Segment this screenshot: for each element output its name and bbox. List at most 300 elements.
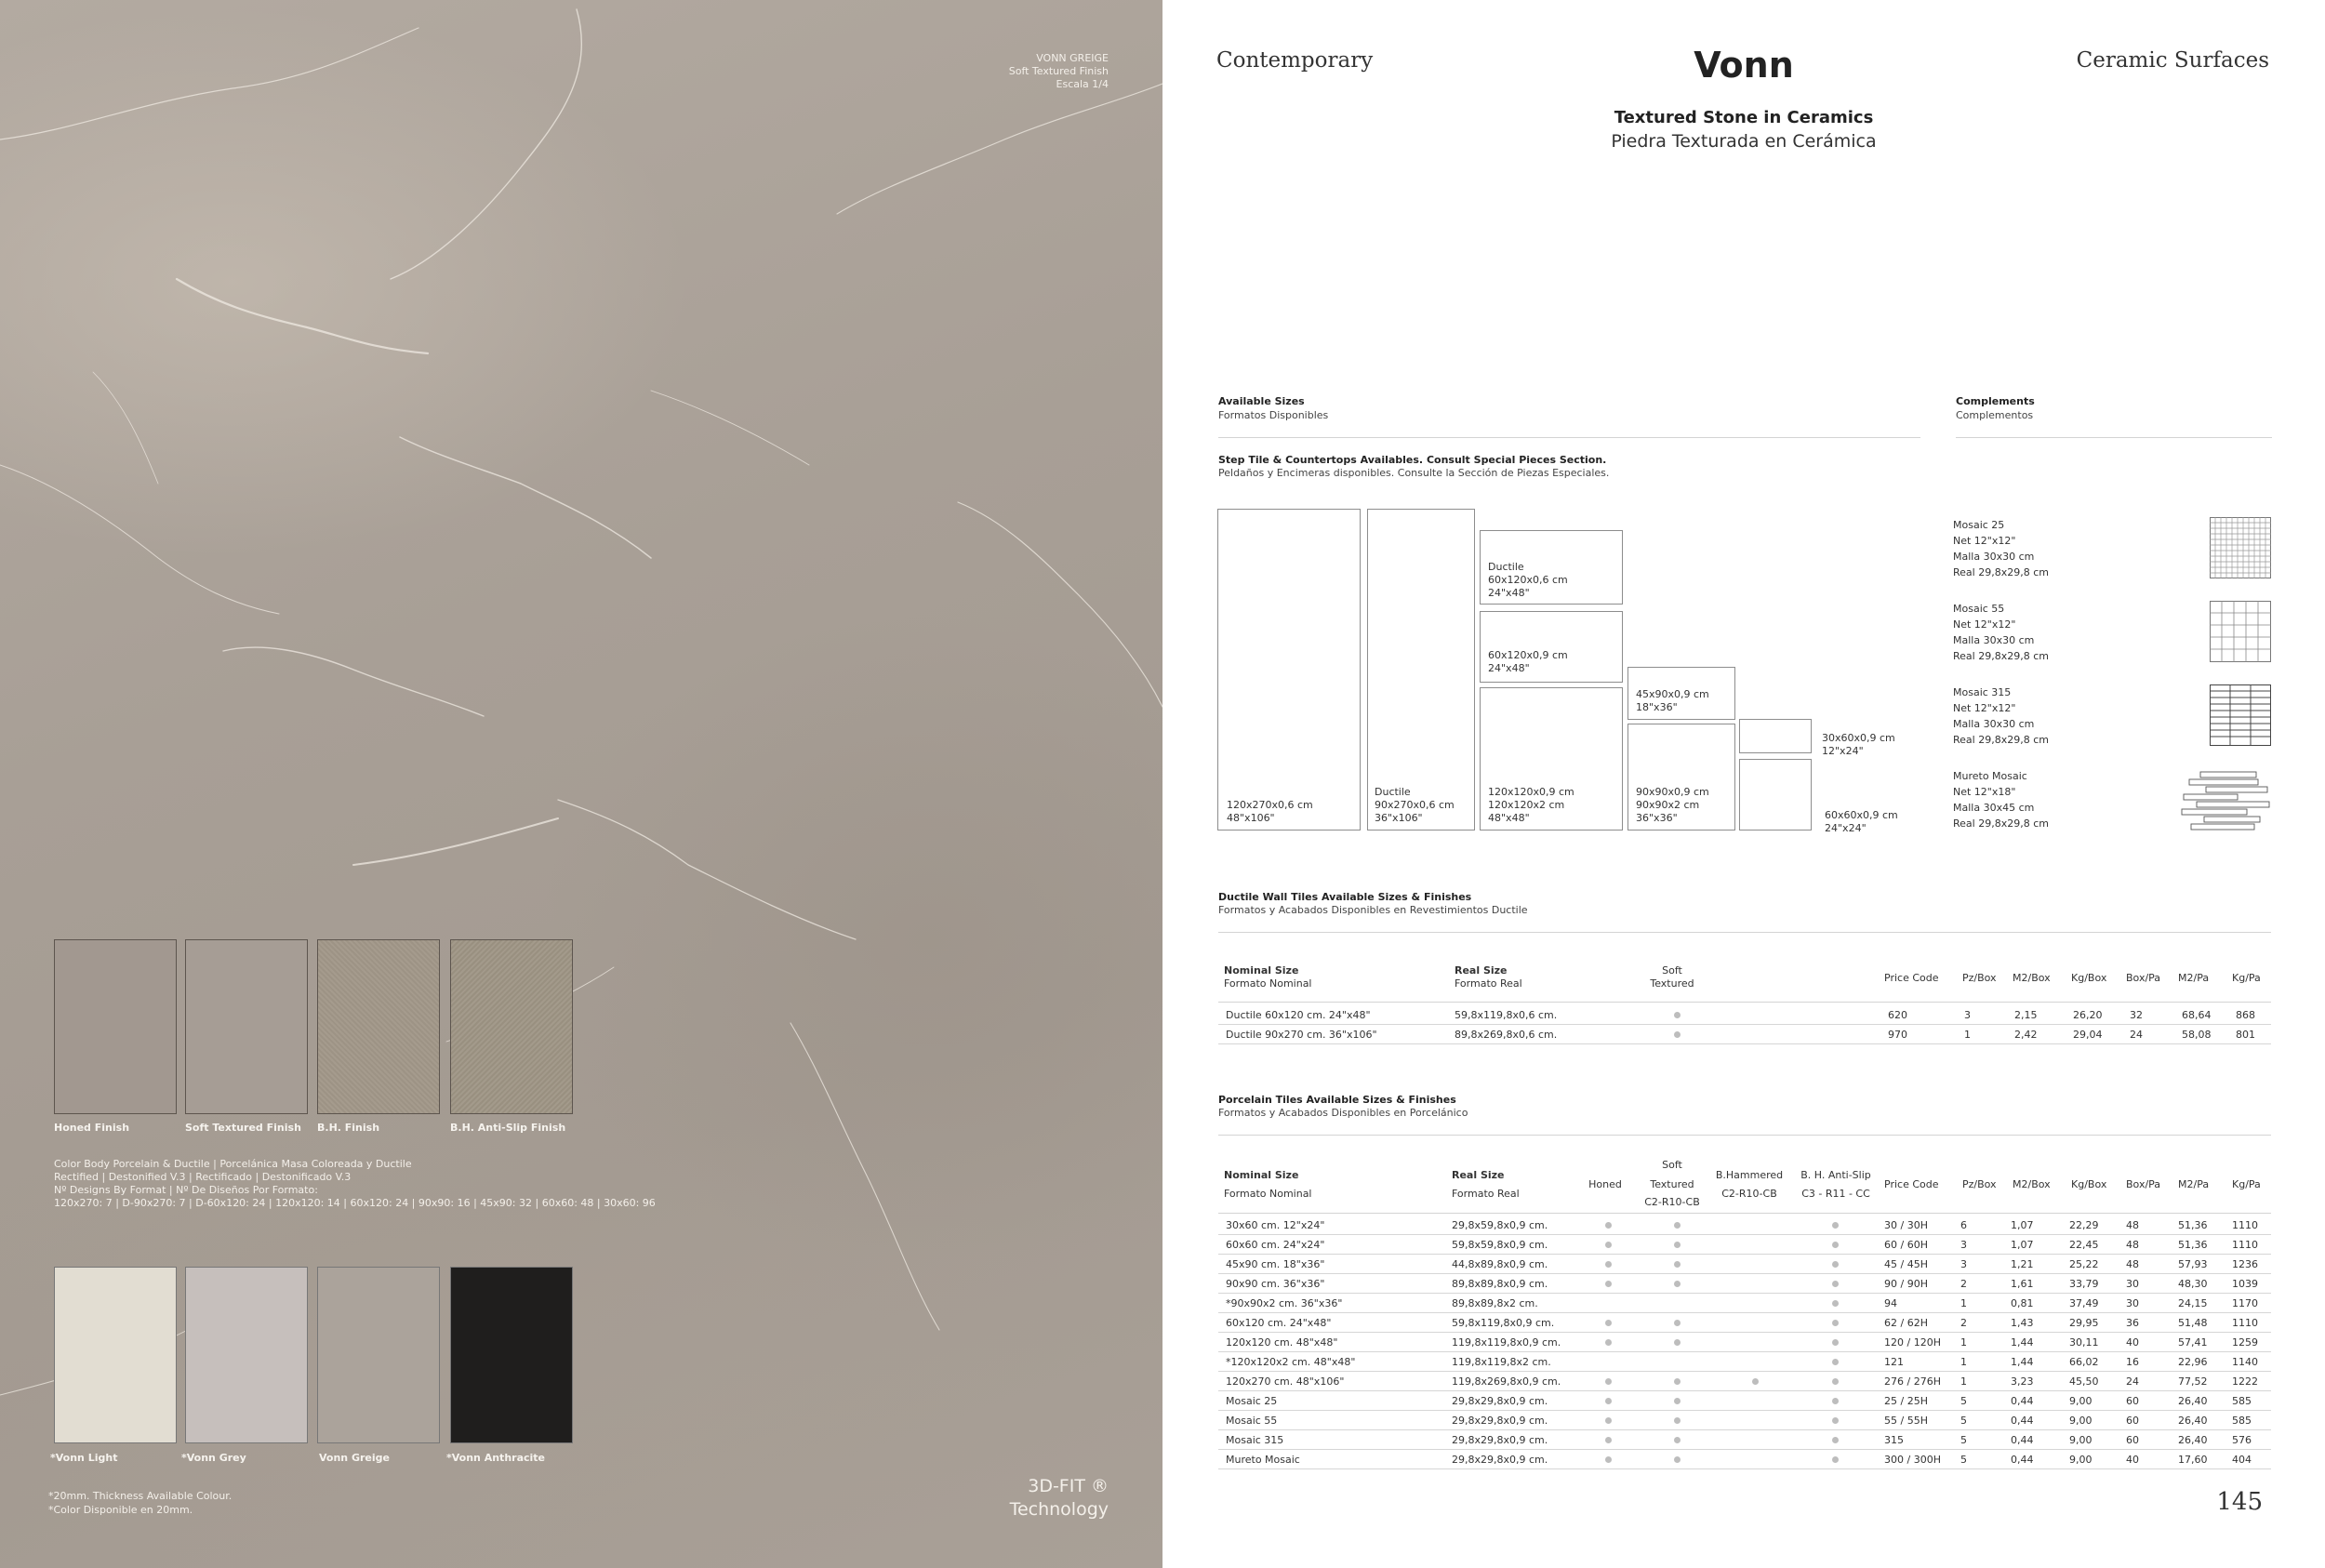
format-specs <box>54 1158 656 1210</box>
cell-pz: 5 <box>1960 1434 1967 1446</box>
complement-real: Real 29,8x29,8 cm <box>1953 734 2049 746</box>
cell-price: 25 / 25H <box>1884 1395 1928 1407</box>
footnote-line: *20mm. Thickness Available Colour. <box>48 1490 232 1502</box>
cell-kg: 9,00 <box>2069 1434 2092 1446</box>
cell-real: 119,8x119,8x0,9 cm. <box>1452 1336 1561 1349</box>
cell-real: 29,8x29,8x0,9 cm. <box>1452 1454 1548 1466</box>
finish-swatch-bh <box>317 939 440 1114</box>
cell-real: 89,8x89,8x0,9 cm. <box>1452 1278 1548 1290</box>
cell-m2: 3,23 <box>2011 1375 2034 1388</box>
finish-label: Honed Finish <box>54 1122 130 1134</box>
stone-texture-panel <box>0 0 1162 1568</box>
cell-pz: 1 <box>1960 1297 1967 1309</box>
cell-pz: 2 <box>1960 1317 1967 1329</box>
finish-available-dot <box>1752 1378 1759 1385</box>
cell-kgpa: 1110 <box>2232 1317 2258 1329</box>
cell-m2: 0,44 <box>2011 1395 2034 1407</box>
size-tile-label: 60x120x0,9 cm 24"x48" <box>1488 649 1568 674</box>
cell-m2pa: 26,40 <box>2178 1395 2208 1407</box>
cell-boxpa: 40 <box>2126 1454 2139 1466</box>
complement-net: Net 12"x18" <box>1953 786 2016 798</box>
cell-pz: 2 <box>1960 1278 1967 1290</box>
complement-malla: Malla 30x30 cm <box>1953 551 2035 563</box>
cell-kgpa: 1140 <box>2232 1356 2258 1368</box>
cell-price: 45 / 45H <box>1884 1258 1928 1270</box>
cell-kg: 9,00 <box>2069 1395 2092 1407</box>
col-soft: Soft <box>1662 1159 1682 1171</box>
cell-m2pa: 51,36 <box>2178 1219 2208 1231</box>
table-row <box>1218 1294 2271 1313</box>
subtitle-en: Textured Stone in Ceramics <box>1614 108 1874 127</box>
cell-kgpa: 1222 <box>2232 1375 2258 1388</box>
complement-mureto-mosaic <box>1953 768 2049 831</box>
cell-m2pa: 57,93 <box>2178 1258 2208 1270</box>
cell-pz: 3 <box>1960 1239 1967 1251</box>
cell-boxpa: 30 <box>2126 1297 2139 1309</box>
table-row <box>1218 1411 2271 1430</box>
finish-available-dot <box>1605 1398 1612 1404</box>
complement-malla: Malla 30x30 cm <box>1953 634 2035 646</box>
cell-m2pa: 77,52 <box>2178 1375 2208 1388</box>
cell-boxpa: 60 <box>2126 1395 2139 1407</box>
finish-available-dot <box>1832 1417 1839 1424</box>
cell-boxpa: 30 <box>2126 1278 2139 1290</box>
finish-swatch-soft-textured <box>185 939 308 1114</box>
finish-available-dot <box>1832 1339 1839 1346</box>
cell-price: 970 <box>1888 1029 1907 1041</box>
finish-available-dot <box>1674 1261 1681 1268</box>
cell-kg: 29,04 <box>2073 1029 2103 1041</box>
cell-nominal: 60x60 cm. 24"x24" <box>1226 1239 1325 1251</box>
cell-kgpa: 1110 <box>2232 1239 2258 1251</box>
col-soft: Soft <box>1662 964 1682 977</box>
table-row <box>1218 1255 2271 1274</box>
size-tile-label: 90x90x0,9 cm 90x90x2 cm 36"x36" <box>1636 786 1709 824</box>
cell-m2pa: 51,48 <box>2178 1317 2208 1329</box>
color-swatch-vonn-light <box>54 1267 177 1443</box>
thickness-footnote <box>48 1489 232 1517</box>
cell-m2pa: 26,40 <box>2178 1434 2208 1446</box>
cell-price: 55 / 55H <box>1884 1415 1928 1427</box>
cell-real: 59,8x59,8x0,9 cm. <box>1452 1239 1548 1251</box>
cell-nominal: 60x120 cm. 24"x48" <box>1226 1317 1332 1329</box>
complement-net: Net 12"x12" <box>1953 535 2016 547</box>
cell-kgpa: 1039 <box>2232 1278 2258 1290</box>
cell-kg: 22,45 <box>2069 1239 2099 1251</box>
cell-boxpa: 24 <box>2126 1375 2139 1388</box>
cell-m2pa: 51,36 <box>2178 1239 2208 1251</box>
mosaic-55-icon <box>2210 601 2271 662</box>
finish-swatch-bh-anti-slip <box>450 939 573 1114</box>
cell-kgpa: 585 <box>2232 1395 2252 1407</box>
col-honed: Honed <box>1588 1178 1622 1190</box>
finish-available-dot <box>1832 1378 1839 1385</box>
cell-price: 276 / 276H <box>1884 1375 1941 1388</box>
spec-line: Color Body Porcelain & Ductile | Porcelánica Masa Coloreada y Ductile <box>54 1158 412 1170</box>
finish-available-dot <box>1832 1398 1839 1404</box>
col-textured: Textured <box>1650 977 1694 990</box>
finish-available-dot <box>1674 1339 1681 1346</box>
finish-swatch-honed <box>54 939 177 1114</box>
cell-pz: 5 <box>1960 1415 1967 1427</box>
col-kg-box: Kg/Box <box>2071 972 2107 984</box>
color-swatch-vonn-grey <box>185 1267 308 1443</box>
finish-available-dot <box>1605 1222 1612 1229</box>
cell-kg: 25,22 <box>2069 1258 2099 1270</box>
cell-m2pa: 57,41 <box>2178 1336 2208 1349</box>
cell-m2pa: 24,15 <box>2178 1297 2208 1309</box>
cell-pz: 1 <box>1960 1375 1967 1388</box>
table-row <box>1218 1274 2271 1294</box>
size-tile-label: 120x120x0,9 cm 120x120x2 cm 48"x48" <box>1488 786 1574 824</box>
table-row <box>1218 1235 2271 1255</box>
subtitle-es: Piedra Texturada en Cerámica <box>1611 131 1877 152</box>
cell-boxpa: 16 <box>2126 1356 2139 1368</box>
mosaic-315-icon <box>2210 684 2271 746</box>
divider <box>1218 932 2271 933</box>
color-label: *Vonn Light <box>50 1452 118 1464</box>
complement-mosaic-55 <box>1953 601 2049 664</box>
color-swatch-vonn-greige <box>317 1267 440 1443</box>
cell-nominal: Mureto Mosaic <box>1226 1454 1300 1466</box>
size-tile-120x270 <box>1217 509 1361 831</box>
table-row <box>1218 1333 2271 1352</box>
finish-available-dot <box>1674 1456 1681 1463</box>
cell-kgpa: 576 <box>2232 1434 2252 1446</box>
finish-available-dot <box>1605 1417 1612 1424</box>
cell-kg: 30,11 <box>2069 1336 2099 1349</box>
finish-available-dot <box>1674 1031 1681 1038</box>
step-tile-note-es: Peldaños y Encimeras disponibles. Consulte la Sección de Piezas Especiales. <box>1218 467 1610 479</box>
size-tile-label: 120x270x0,6 cm 48"x106" <box>1227 799 1313 824</box>
color-label: Vonn Greige <box>319 1452 390 1464</box>
cell-real: 29,8x29,8x0,9 cm. <box>1452 1434 1548 1446</box>
cell-real: 119,8x119,8x2 cm. <box>1452 1356 1551 1368</box>
finish-label: B.H. Finish <box>317 1122 380 1134</box>
caption-line: Soft Textured Finish <box>1008 65 1109 77</box>
cell-nominal: Ductile 90x270 cm. 36"x106" <box>1226 1029 1377 1041</box>
page-number: 145 <box>2216 1488 2263 1516</box>
cell-pz: 6 <box>1960 1219 1967 1231</box>
mureto-mosaic-icon <box>2180 770 2271 833</box>
cell-price: 315 <box>1884 1434 1904 1446</box>
cell-m2: 1,44 <box>2011 1356 2034 1368</box>
finish-available-dot <box>1605 1320 1612 1326</box>
col-m2-pa: M2/Pa <box>2178 972 2210 984</box>
col-m2-pa: M2/Pa <box>2178 1178 2210 1190</box>
finish-available-dot <box>1605 1378 1612 1385</box>
cell-kg: 37,49 <box>2069 1297 2099 1309</box>
cell-kg: 9,00 <box>2069 1454 2092 1466</box>
col-pz-box: Pz/Box <box>1962 972 1997 984</box>
cell-m2: 1,07 <box>2011 1219 2034 1231</box>
complements-heading: Complements <box>1956 395 2035 407</box>
size-tile-label: Ductile 60x120x0,6 cm 24"x48" <box>1488 561 1568 599</box>
cell-real: 89,8x89,8x2 cm. <box>1452 1297 1538 1309</box>
table-row <box>1218 1216 2271 1235</box>
table-row <box>1218 1352 2271 1372</box>
col-nominal-size: Nominal Size <box>1224 964 1299 977</box>
cell-kg: 45,50 <box>2069 1375 2099 1388</box>
complement-mosaic-315 <box>1953 684 2049 748</box>
cell-kg: 22,29 <box>2069 1219 2099 1231</box>
col-real-size: Real Size <box>1452 1169 1505 1181</box>
size-tile-label: 30x60x0,9 cm 12"x24" <box>1822 732 1895 757</box>
technology-line: 3D-FIT ® <box>1028 1476 1109 1496</box>
cell-boxpa: 60 <box>2126 1434 2139 1446</box>
complement-real: Real 29,8x29,8 cm <box>1953 650 2049 662</box>
size-tile-60x60 <box>1739 759 1812 831</box>
divider <box>1218 1135 2271 1136</box>
table-row <box>1218 1313 2271 1333</box>
cell-kgpa: 1259 <box>2232 1336 2258 1349</box>
complements-heading-es: Complementos <box>1956 409 2034 421</box>
cell-pz: 1 <box>1964 1029 1971 1041</box>
cell-boxpa: 24 <box>2130 1029 2143 1041</box>
table-row <box>1218 1430 2271 1450</box>
sizes-heading: Available Sizes <box>1218 395 1305 407</box>
cell-real: 29,8x59,8x0,9 cm. <box>1452 1219 1548 1231</box>
finish-available-dot <box>1605 1339 1612 1346</box>
ductile-heading-es: Formatos y Acabados Disponibles en Revestimientos Ductile <box>1218 904 1528 916</box>
cell-nominal: Mosaic 55 <box>1226 1415 1278 1427</box>
col-kg-pa: Kg/Pa <box>2232 972 2261 984</box>
col-box-pa: Box/Pa <box>2126 972 2161 984</box>
cell-m2pa: 26,40 <box>2178 1415 2208 1427</box>
cell-pz: 5 <box>1960 1454 1967 1466</box>
finish-available-dot <box>1832 1437 1839 1443</box>
cell-price: 60 / 60H <box>1884 1239 1928 1251</box>
finish-available-dot <box>1832 1320 1839 1326</box>
cell-price: 300 / 300H <box>1884 1454 1941 1466</box>
finish-available-dot <box>1674 1437 1681 1443</box>
finish-available-dot <box>1674 1320 1681 1326</box>
col-bh-anti-slip-rating: C3 - R11 - CC <box>1801 1188 1870 1200</box>
finish-available-dot <box>1674 1012 1681 1018</box>
cell-pz: 5 <box>1960 1395 1967 1407</box>
cell-m2: 0,44 <box>2011 1434 2034 1446</box>
col-real-size-es: Formato Real <box>1452 1188 1520 1200</box>
cell-m2: 0,81 <box>2011 1297 2034 1309</box>
cell-m2pa: 22,96 <box>2178 1356 2208 1368</box>
complement-real: Real 29,8x29,8 cm <box>1953 817 2049 830</box>
size-tile-label: Ductile 90x270x0,6 cm 36"x106" <box>1375 786 1455 824</box>
cell-kgpa: 404 <box>2232 1454 2252 1466</box>
porcelain-heading: Porcelain Tiles Available Sizes & Finishes <box>1218 1094 1456 1106</box>
cell-m2: 1,61 <box>2011 1278 2034 1290</box>
cell-m2: 1,21 <box>2011 1258 2034 1270</box>
col-price-code: Price Code <box>1884 1178 1939 1190</box>
cell-nominal: 120x270 cm. 48"x106" <box>1226 1375 1345 1388</box>
table-row <box>1218 1450 2271 1469</box>
cell-kg: 33,79 <box>2069 1278 2099 1290</box>
cell-nominal: 90x90 cm. 36"x36" <box>1226 1278 1325 1290</box>
cell-m2: 2,42 <box>2014 1029 2038 1041</box>
cell-m2: 1,07 <box>2011 1239 2034 1251</box>
complement-malla: Malla 30x45 cm <box>1953 802 2035 814</box>
cell-m2: 0,44 <box>2011 1454 2034 1466</box>
finish-available-dot <box>1674 1378 1681 1385</box>
col-box-pa: Box/Pa <box>2126 1178 2161 1190</box>
mosaic-25-icon <box>2210 517 2271 578</box>
sizes-heading-es: Formatos Disponibles <box>1218 409 1329 421</box>
finish-available-dot <box>1605 1281 1612 1287</box>
stone-caption <box>1009 52 1109 91</box>
cell-boxpa: 48 <box>2126 1239 2139 1251</box>
col-pz-box: Pz/Box <box>1962 1178 1997 1190</box>
col-soft-rating: C2-R10-CB <box>1644 1196 1700 1208</box>
cell-nominal: 30x60 cm. 12"x24" <box>1226 1219 1325 1231</box>
finish-available-dot <box>1832 1359 1839 1365</box>
cell-kgpa: 801 <box>2236 1029 2255 1041</box>
finish-available-dot <box>1674 1398 1681 1404</box>
cell-pz: 3 <box>1964 1009 1971 1021</box>
step-tile-note: Step Tile & Countertops Availables. Consult Special Pieces Section. <box>1218 454 1607 466</box>
col-bhammered: B.Hammered <box>1715 1169 1784 1181</box>
cell-boxpa: 32 <box>2130 1009 2143 1021</box>
cell-kg: 26,20 <box>2073 1009 2103 1021</box>
divider <box>1956 437 2272 438</box>
divider <box>1218 1213 2271 1214</box>
cell-kgpa: 585 <box>2232 1415 2252 1427</box>
complement-net: Net 12"x12" <box>1953 618 2016 631</box>
complement-mosaic-25 <box>1953 517 2049 580</box>
category-label: Contemporary <box>1216 48 1374 73</box>
color-label: *Vonn Anthracite <box>446 1452 546 1464</box>
complement-malla: Malla 30x30 cm <box>1953 718 2035 730</box>
finish-available-dot <box>1832 1242 1839 1248</box>
size-tile-label: 60x60x0,9 cm 24"x24" <box>1825 809 1898 834</box>
finish-available-dot <box>1832 1281 1839 1287</box>
cell-real: 119,8x269,8x0,9 cm. <box>1452 1375 1561 1388</box>
col-kg-pa: Kg/Pa <box>2232 1178 2261 1190</box>
size-tile-30x60 <box>1739 719 1812 753</box>
col-m2-box: M2/Box <box>2013 972 2051 984</box>
cell-pz: 1 <box>1960 1356 1967 1368</box>
cell-price: 30 / 30H <box>1884 1219 1928 1231</box>
size-tile-label: 45x90x0,9 cm 18"x36" <box>1636 688 1709 713</box>
finish-label: Soft Textured Finish <box>185 1122 301 1134</box>
col-textured: Textured <box>1650 1178 1694 1190</box>
color-swatch-vonn-anthracite <box>450 1267 573 1443</box>
table-row <box>1218 1005 2271 1025</box>
complement-net: Net 12"x12" <box>1953 702 2016 714</box>
page-title: Vonn <box>1694 45 1794 86</box>
cell-kgpa: 1236 <box>2232 1258 2258 1270</box>
finish-available-dot <box>1605 1456 1612 1463</box>
cell-kgpa: 1110 <box>2232 1219 2258 1231</box>
cell-boxpa: 36 <box>2126 1317 2139 1329</box>
cell-pz: 3 <box>1960 1258 1967 1270</box>
col-bhammered-rating: C2-R10-CB <box>1721 1188 1777 1200</box>
complement-name: Mosaic 55 <box>1953 603 2005 615</box>
technology-badge <box>1010 1475 1109 1521</box>
complement-name: Mureto Mosaic <box>1953 770 2027 782</box>
table-row <box>1218 1025 2271 1044</box>
finish-available-dot <box>1832 1222 1839 1229</box>
finish-available-dot <box>1605 1437 1612 1443</box>
cell-nominal: *90x90x2 cm. 36"x36" <box>1226 1297 1343 1309</box>
finish-available-dot <box>1605 1242 1612 1248</box>
divider <box>1218 437 1920 438</box>
finish-available-dot <box>1674 1222 1681 1229</box>
spec-line: Nº Designs By Format | Nº De Diseños Por Formato: <box>54 1184 318 1196</box>
complement-real: Real 29,8x29,8 cm <box>1953 566 2049 578</box>
table-row <box>1218 1391 2271 1411</box>
col-kg-box: Kg/Box <box>2071 1178 2107 1190</box>
cell-real: 29,8x29,8x0,9 cm. <box>1452 1415 1548 1427</box>
cell-real: 29,8x29,8x0,9 cm. <box>1452 1395 1548 1407</box>
cell-kgpa: 868 <box>2236 1009 2255 1021</box>
cell-kg: 29,95 <box>2069 1317 2099 1329</box>
col-nominal-size-es: Formato Nominal <box>1224 1188 1312 1200</box>
cell-m2: 1,44 <box>2011 1336 2034 1349</box>
finish-label: B.H. Anti-Slip Finish <box>450 1122 566 1134</box>
cell-kg: 9,00 <box>2069 1415 2092 1427</box>
cell-price: 121 <box>1884 1356 1904 1368</box>
divider <box>1218 1002 2271 1003</box>
cell-m2pa: 58,08 <box>2182 1029 2212 1041</box>
technology-line: Technology <box>1009 1499 1109 1520</box>
col-bh-anti-slip: B. H. Anti-Slip <box>1800 1169 1871 1181</box>
porcelain-heading-es: Formatos y Acabados Disponibles en Porcelánico <box>1218 1107 1468 1119</box>
col-nominal-size-es: Formato Nominal <box>1224 977 1312 990</box>
col-price-code: Price Code <box>1884 972 1939 984</box>
cell-price: 120 / 120H <box>1884 1336 1941 1349</box>
cell-nominal: Mosaic 315 <box>1226 1434 1284 1446</box>
finish-available-dot <box>1605 1261 1612 1268</box>
cell-price: 620 <box>1888 1009 1907 1021</box>
caption-line: VONN GREIGE <box>1036 52 1109 64</box>
cell-real: 59,8x119,8x0,6 cm. <box>1455 1009 1558 1021</box>
cell-nominal: *120x120x2 cm. 48"x48" <box>1226 1356 1356 1368</box>
cell-boxpa: 48 <box>2126 1258 2139 1270</box>
caption-line: Escala 1/4 <box>1056 78 1109 90</box>
cell-boxpa: 48 <box>2126 1219 2139 1231</box>
finish-available-dot <box>1674 1242 1681 1248</box>
spec-line: 120x270: 7 | D-90x270: 7 | D-60x120: 24 | 120x120: 14 | 60x120: 24 | 90x90: 16 | 45x90: 32 | 60x60: 48 | 30x60: 96 <box>54 1197 656 1209</box>
cell-boxpa: 60 <box>2126 1415 2139 1427</box>
cell-price: 62 / 62H <box>1884 1317 1928 1329</box>
finish-available-dot <box>1832 1300 1839 1307</box>
col-nominal-size: Nominal Size <box>1224 1169 1299 1181</box>
cell-m2: 1,43 <box>2011 1317 2034 1329</box>
cell-boxpa: 40 <box>2126 1336 2139 1349</box>
col-real-size: Real Size <box>1455 964 1508 977</box>
finish-available-dot <box>1832 1456 1839 1463</box>
color-label: *Vonn Grey <box>181 1452 246 1464</box>
finish-available-dot <box>1674 1417 1681 1424</box>
cell-m2pa: 17,60 <box>2178 1454 2208 1466</box>
finish-available-dot <box>1832 1261 1839 1268</box>
col-real-size-es: Formato Real <box>1455 977 1522 990</box>
complement-name: Mosaic 315 <box>1953 686 2012 698</box>
cell-m2: 2,15 <box>2014 1009 2038 1021</box>
brand-label: Ceramic Surfaces <box>2076 48 2269 73</box>
cell-price: 94 <box>1884 1297 1897 1309</box>
col-m2-box: M2/Box <box>2013 1178 2051 1190</box>
ductile-heading: Ductile Wall Tiles Available Sizes & Finishes <box>1218 891 1472 903</box>
cell-nominal: 120x120 cm. 48"x48" <box>1226 1336 1338 1349</box>
cell-kgpa: 1170 <box>2232 1297 2258 1309</box>
cell-real: 44,8x89,8x0,9 cm. <box>1452 1258 1548 1270</box>
complement-name: Mosaic 25 <box>1953 519 2005 531</box>
size-tile-ductile-90x270 <box>1367 509 1475 831</box>
table-row <box>1218 1372 2271 1391</box>
finish-available-dot <box>1674 1281 1681 1287</box>
cell-price: 90 / 90H <box>1884 1278 1928 1290</box>
footnote-line: *Color Disponible en 20mm. <box>48 1504 193 1516</box>
